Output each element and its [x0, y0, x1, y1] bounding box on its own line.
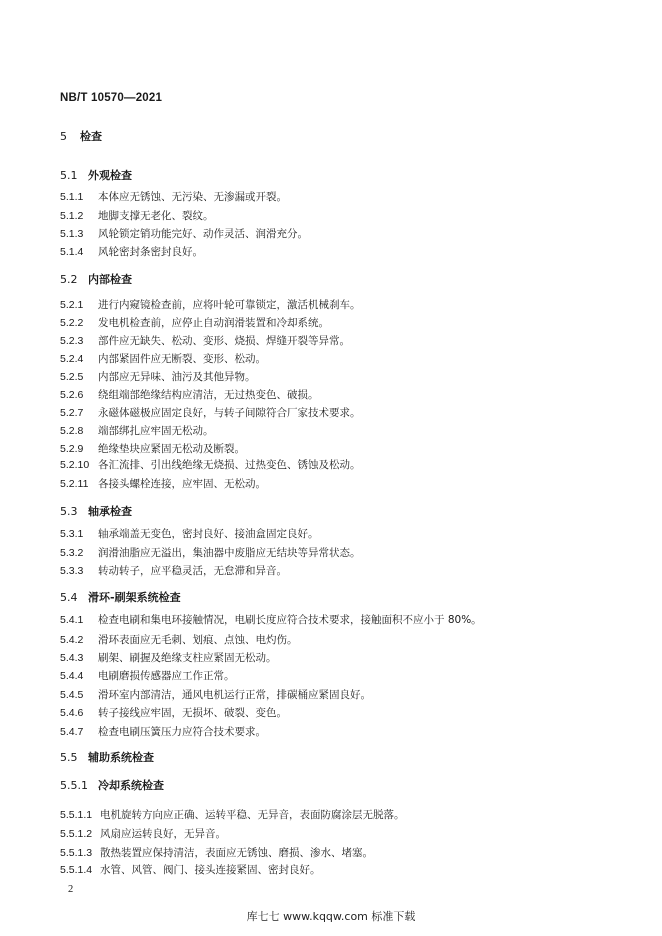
clause-number: 5.2.11: [60, 478, 89, 490]
clause-text: 发电机检查前，应停止自动润滑装置和冷却系统。: [98, 317, 329, 329]
clause-item: [60, 423, 214, 438]
clause-item: [60, 297, 361, 312]
heading-title: 辅助系统检查: [88, 751, 154, 764]
clause-number: 5.2.8: [60, 425, 84, 437]
clause-text: 电机旋转方向应正确、运转平稳、无异音，表面防腐涂层无脱落。: [100, 809, 405, 821]
clause-number: 5.4.2: [60, 634, 84, 646]
clause-text: 绕组端部绝缘结构应清洁，无过热变色、破损。: [98, 389, 319, 401]
section-heading: [60, 167, 132, 183]
clause-text: 绝缘垫块应紧固无松动及断裂。: [98, 443, 245, 455]
clause-text: 滑环室内部清洁，通风电机运行正常，排碳桶应紧固良好。: [98, 689, 371, 701]
clause-item: [60, 724, 266, 739]
clause-text: 滑环表面应无毛刺、划痕、点蚀、电灼伤。: [98, 634, 298, 646]
watermark-footer: 库七七 www.kqqw.com 标准下载: [246, 910, 416, 923]
clause-item: [60, 476, 266, 491]
clause-number: 5.4.5: [60, 689, 84, 701]
heading-title: 外观检查: [88, 169, 132, 182]
clause-number: 5.4.1: [60, 614, 84, 626]
clause-number: 5.2.1: [60, 299, 84, 311]
clause-number: 5.2: [60, 273, 78, 286]
standard-id: NB/T 10570—2021: [60, 92, 163, 104]
clause-text: 检查电刷压簧压力应符合技术要求。: [98, 726, 266, 738]
clause-item: [60, 862, 321, 877]
clause-text: 转子接线应牢固，无损坏、破裂、变色。: [98, 707, 287, 719]
clause-number: 5.2.6: [60, 389, 84, 401]
clause-number: 5.2.7: [60, 407, 84, 419]
clause-number: 5.1.4: [60, 246, 84, 258]
clause-text: 水管、风管、阀门、接头连接紧固、密封良好。: [100, 864, 321, 876]
clause-text: 地脚支撑无老化、裂纹。: [98, 210, 214, 222]
heading-title: 冷却系统检查: [98, 779, 164, 792]
clause-number: 5.4.4: [60, 670, 84, 682]
clause-text: 端部绑扎应牢固无松动。: [98, 425, 214, 437]
page-number: 2: [68, 884, 74, 895]
clause-item: [60, 208, 214, 223]
clause-text: 部件应无缺失、松动、变形、烧损、焊缝开裂等异常。: [98, 335, 350, 347]
clause-item: [60, 668, 235, 683]
heading-title: 内部检查: [88, 273, 132, 286]
clause-number: 5.3: [60, 505, 78, 518]
clause-item: [60, 632, 298, 647]
clause-text: 各接头螺栓连接，应牢固、无松动。: [98, 478, 266, 490]
clause-item: [60, 226, 308, 241]
section-heading: [60, 777, 164, 793]
clause-number: 5.5.1.2: [60, 828, 93, 840]
clause-number: 5.2.10: [60, 459, 90, 471]
clause-text: 内部应无异味、油污及其他异物。: [98, 371, 256, 383]
clause-number: 5.2.4: [60, 353, 84, 365]
clause-number: 5.1.2: [60, 210, 84, 222]
clause-text: 电刷磨损传感器应工作正常。: [98, 670, 235, 682]
clause-number: 5.5.1.3: [60, 847, 93, 859]
clause-text: 风轮锁定销功能完好、动作灵活、润滑充分。: [98, 228, 308, 240]
clause-item: [60, 369, 256, 384]
clause-number: 5.3.1: [60, 528, 84, 540]
clause-text: 本体应无锈蚀、无污染、无渗漏或开裂。: [98, 191, 287, 203]
clause-text: 永磁体磁极应固定良好，与转子间隙符合厂家技术要求。: [98, 407, 361, 419]
clause-text: 风轮密封条密封良好。: [98, 246, 203, 258]
clause-text: 风扇应运转良好，无异音。: [100, 828, 226, 840]
heading-title: 轴承检查: [88, 505, 132, 518]
section-heading: [60, 749, 154, 765]
clause-text: 进行内窥镜检查前，应将叶轮可靠锁定，激活机械刹车。: [98, 299, 361, 311]
clause-item: [60, 333, 350, 348]
clause-item: [60, 545, 361, 560]
clause-number: 5.5.1.1: [60, 809, 93, 821]
clause-item: [60, 563, 287, 578]
clause-item: [60, 405, 361, 420]
clause-item: [60, 441, 245, 456]
clause-number: 5.2.3: [60, 335, 84, 347]
section-heading: [60, 589, 181, 605]
clause-number: 5.2.9: [60, 443, 84, 455]
clause-item: [60, 705, 287, 720]
clause-item: [60, 315, 329, 330]
clause-number: 5.5: [60, 751, 78, 764]
clause-number: 5.3.3: [60, 565, 84, 577]
clause-number: 5.4: [60, 591, 78, 604]
clause-number: 5.3.2: [60, 547, 84, 559]
clause-number: 5.4.6: [60, 707, 84, 719]
clause-number: 5.1.3: [60, 228, 84, 240]
clause-item: [60, 244, 203, 259]
clause-text: 刷架、刷握及绝缘支柱应紧固无松动。: [98, 652, 277, 664]
clause-item: [60, 351, 266, 366]
clause-text: 内部紧固件应无断裂、变形、松动。: [98, 353, 266, 365]
clause-number: 5.4.3: [60, 652, 84, 664]
clause-text: 散热装置应保持清洁，表面应无锈蚀、磨损、渗水、堵塞。: [100, 847, 373, 859]
clause-number: 5.4.7: [60, 726, 84, 738]
clause-number: 5.5.1: [60, 779, 88, 792]
clause-item: [60, 526, 319, 541]
clause-number: 5.5.1.4: [60, 864, 93, 876]
clause-number: 5.1: [60, 169, 78, 182]
clause-item: [60, 612, 482, 627]
clause-number: 5.1.1: [60, 191, 84, 203]
heading-title: 滑环-刷架系统检查: [88, 591, 181, 604]
clause-item: [60, 457, 361, 472]
clause-text: 检查电刷和集电环接触情况，电刷长度应符合技术要求，接触面积不应小于 80%。: [98, 614, 482, 626]
heading-title: 检查: [80, 130, 102, 143]
clause-text: 各汇流排、引出线绝缘无烧损、过热变色、锈蚀及松动。: [98, 459, 361, 471]
clause-number: 5: [60, 130, 67, 143]
clause-item: [60, 650, 277, 665]
section-heading: [60, 503, 132, 519]
clause-text: 润滑油脂应无溢出，集油器中废脂应无结块等异常状态。: [98, 547, 361, 559]
clause-item: [60, 807, 405, 822]
clause-item: [60, 687, 371, 702]
clause-text: 轴承端盖无变色，密封良好、接油盒固定良好。: [98, 528, 319, 540]
clause-item: [60, 189, 287, 204]
clause-item: [60, 845, 373, 860]
section-heading: [60, 128, 102, 144]
clause-number: 5.2.2: [60, 317, 84, 329]
clause-number: 5.2.5: [60, 371, 84, 383]
clause-text: 转动转子，应平稳灵活，无怠滞和异音。: [98, 565, 287, 577]
clause-item: [60, 387, 319, 402]
clause-item: [60, 826, 226, 841]
section-heading: [60, 271, 132, 287]
